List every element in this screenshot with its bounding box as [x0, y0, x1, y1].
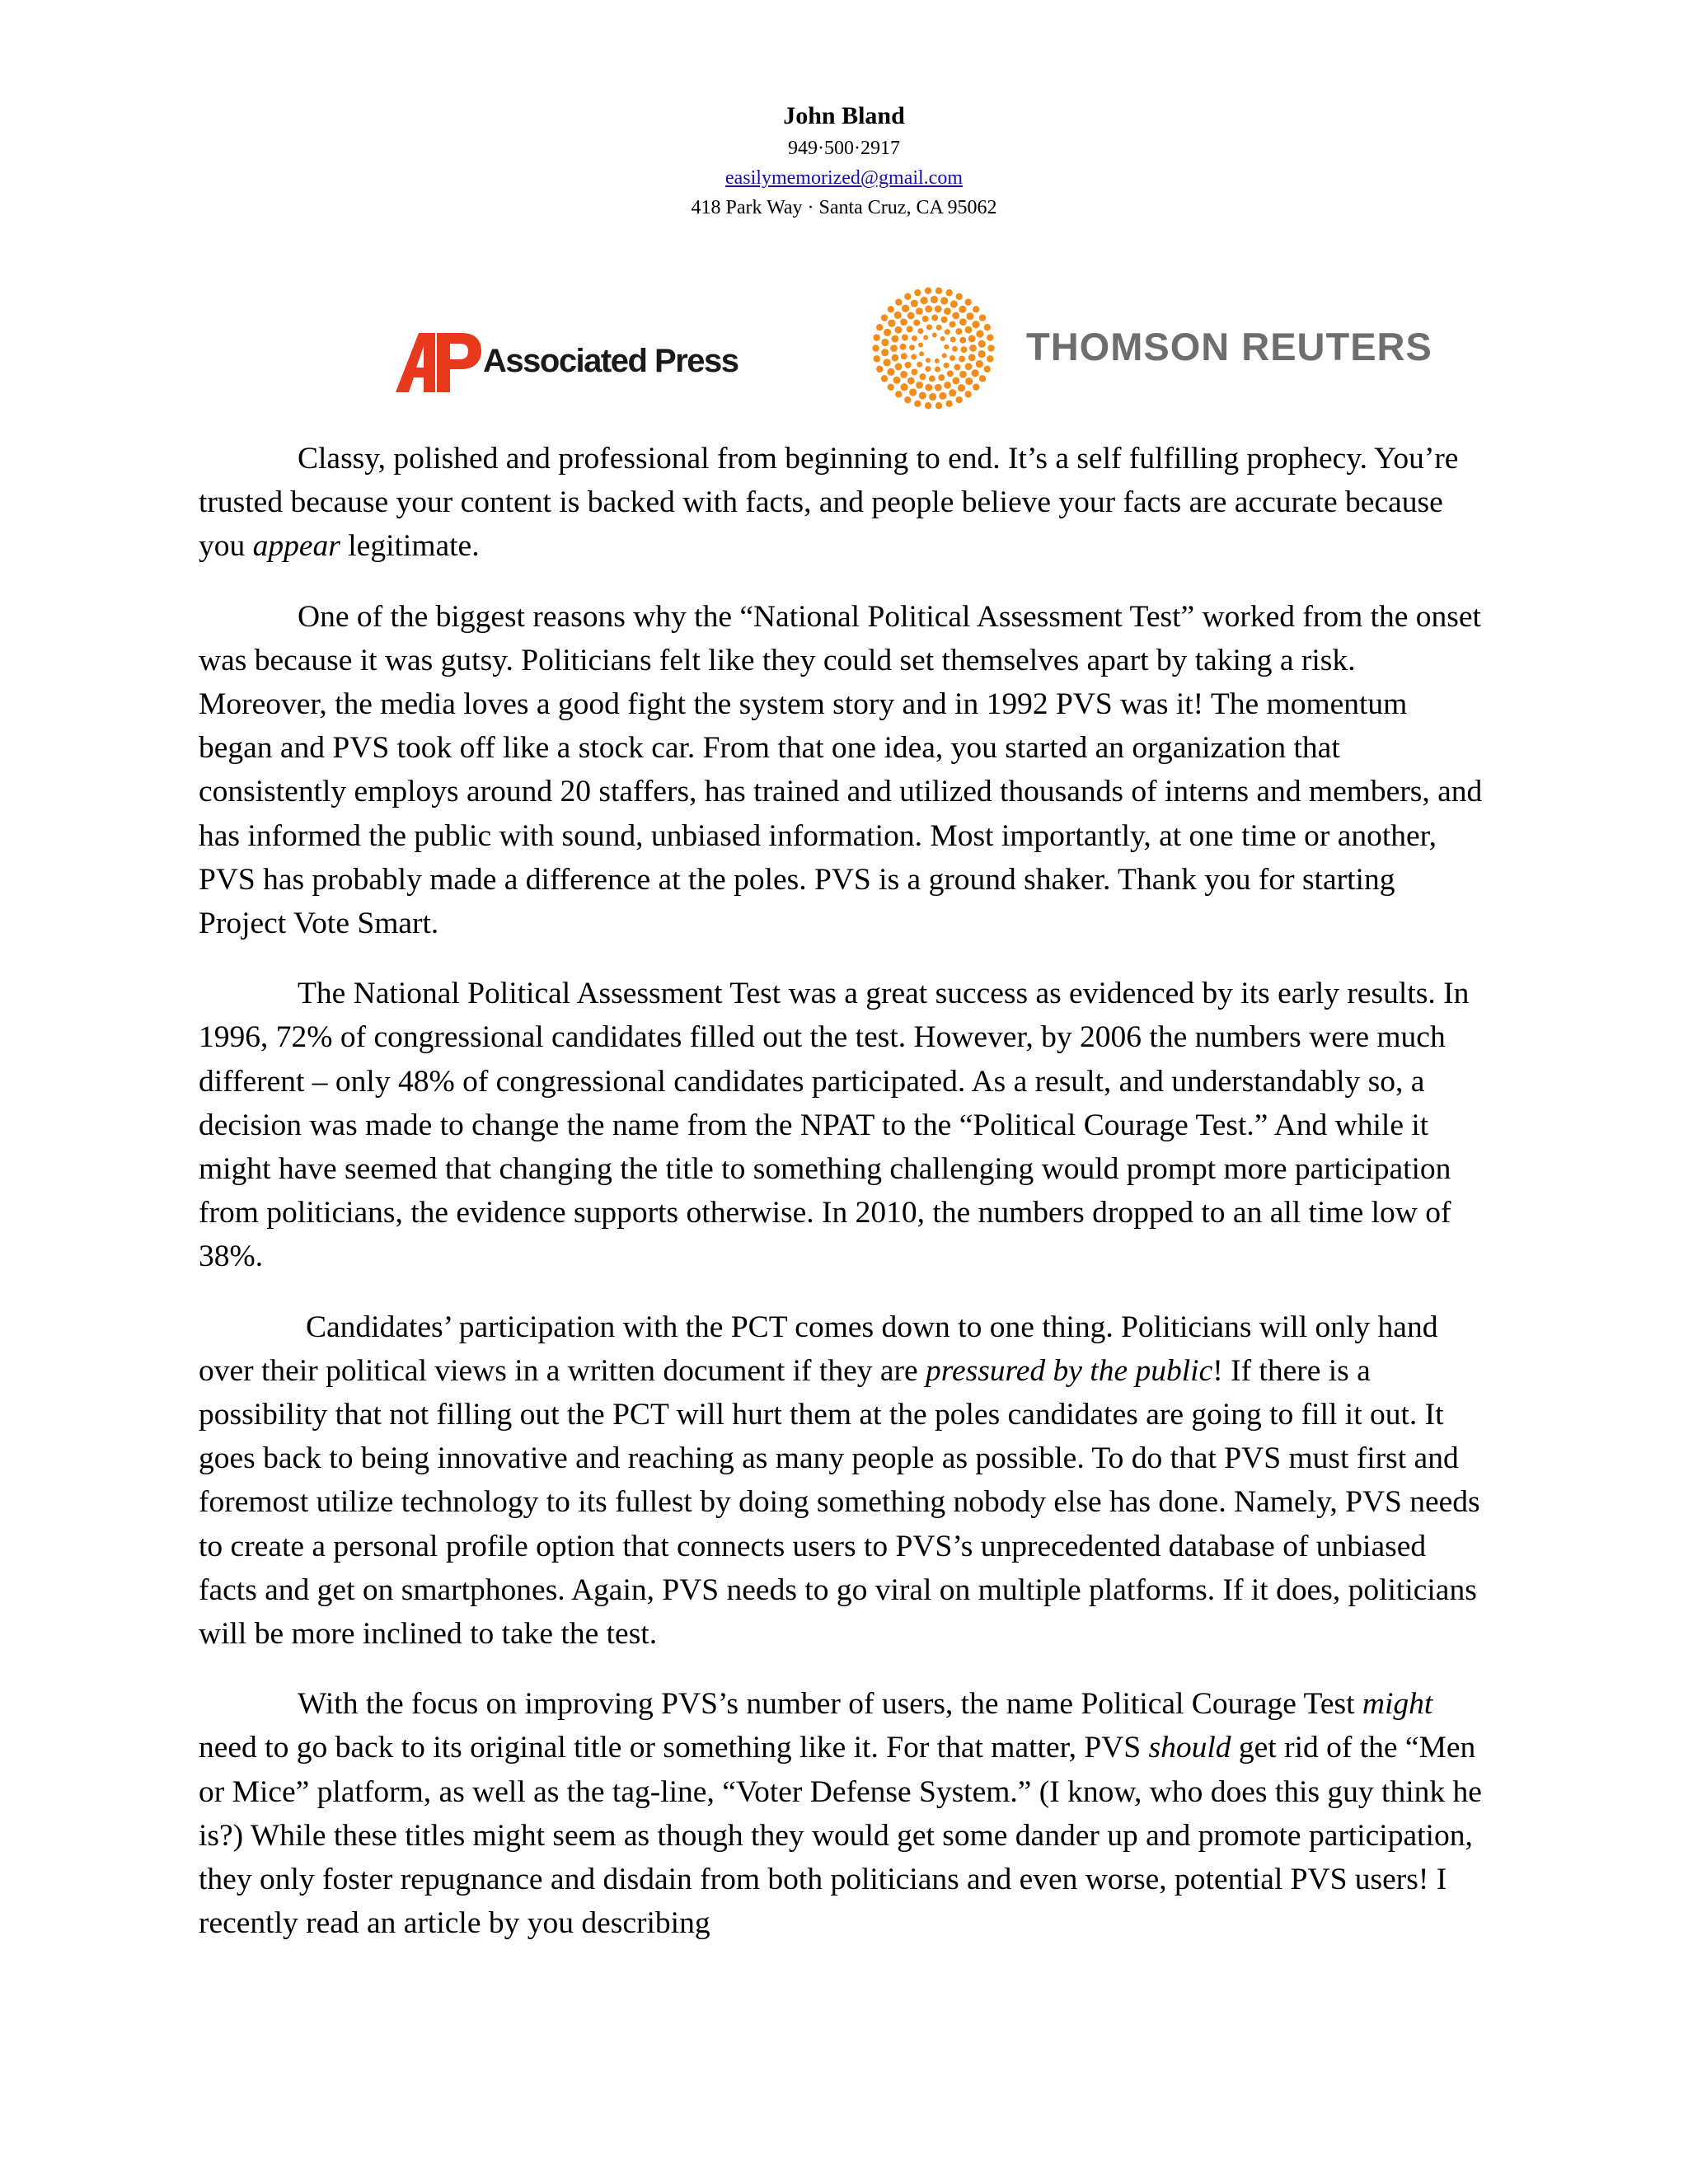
logo-dot	[931, 315, 938, 321]
tr-logo-text: THOMSON REUTERS	[1026, 325, 1432, 368]
logo-dot	[944, 363, 950, 368]
logo-dot	[913, 320, 920, 326]
logo-dot	[918, 343, 923, 348]
logo-dot	[925, 366, 931, 372]
ap-logo-text: Associated Press	[483, 343, 738, 379]
logo-dot	[916, 307, 923, 315]
logo-dot	[945, 329, 950, 335]
logo-dot	[902, 334, 908, 340]
logo-dot	[964, 298, 971, 305]
logo-dot	[969, 344, 977, 352]
logo-dot	[935, 384, 942, 391]
logo-dot	[914, 289, 921, 296]
logo-dot	[888, 320, 895, 327]
logo-dot	[895, 391, 902, 397]
logo-dot	[884, 359, 891, 366]
logo-dot	[890, 344, 898, 352]
logo-dot	[950, 355, 955, 361]
address: 418 Park Way · Santa Cruz, CA 95062	[691, 197, 997, 218]
logo-dot	[884, 329, 891, 336]
emphasis-text: should	[1148, 1731, 1231, 1765]
logo-dot	[907, 312, 915, 320]
logo-dot	[881, 349, 889, 356]
logo-dot	[935, 402, 942, 409]
logo-dot	[888, 383, 894, 390]
logo-dot	[925, 288, 931, 294]
logo-dot	[888, 306, 894, 312]
ap-logo-mark-icon	[394, 330, 485, 396]
logo-dot	[926, 358, 931, 363]
logo-dot	[972, 321, 979, 328]
letter-body	[199, 437, 1484, 1972]
logo-dot	[965, 326, 973, 334]
logo-dot	[893, 377, 900, 384]
body-paragraph	[199, 1305, 1484, 1657]
logo-dot	[917, 362, 922, 368]
logo-dot	[944, 344, 949, 349]
logo-dot	[965, 377, 973, 385]
logo-dot	[912, 335, 917, 341]
logo-dot	[904, 293, 911, 300]
logo-dot	[911, 354, 917, 360]
logo-dot	[954, 364, 960, 371]
logo-dot	[984, 324, 991, 330]
logo-dot	[919, 351, 924, 356]
logo-dot	[976, 330, 983, 338]
logo-dot	[876, 324, 883, 330]
associated-press-logo	[394, 330, 740, 396]
logo-dot	[907, 326, 913, 332]
logo-dot	[987, 334, 993, 340]
logo-dot	[925, 402, 931, 409]
logo-dot	[956, 396, 963, 403]
logo-dot	[959, 371, 967, 378]
logo-dot	[978, 350, 985, 358]
logo-dot	[881, 339, 889, 346]
logo-dot	[876, 366, 883, 373]
logo-dot	[917, 328, 923, 334]
logo-dot	[904, 396, 911, 403]
logo-dot	[935, 305, 942, 312]
logo-dot	[956, 293, 963, 300]
logo-dot	[891, 335, 898, 343]
body-paragraph	[199, 972, 1484, 1278]
logo-dot	[926, 324, 932, 330]
logo-dot	[960, 346, 967, 353]
logo-dot	[941, 316, 948, 323]
logo-dot	[932, 333, 937, 338]
paragraph-text: Candidates’ participation with the PCT comes down to one thing. Politicians will only hand over their political views in a written document if they are	[199, 1310, 1438, 1388]
logo-dot	[973, 306, 979, 312]
logo-dot	[931, 296, 938, 303]
paragraph-text: Classy, polished and professional from beginning to end. It’s a self fulfilling prophecy. You’re trusted because your content is backed with facts, and people believe your facts are accurate because you	[199, 442, 1459, 564]
logo-dot	[939, 392, 946, 400]
body-paragraph	[199, 595, 1484, 946]
body-paragraph	[199, 1682, 1484, 1945]
logo-dot	[894, 312, 902, 319]
letterhead	[0, 99, 1688, 223]
logo-dot	[935, 367, 940, 373]
logo-dot	[914, 401, 921, 407]
logo-dot	[959, 337, 966, 344]
paragraph-text: The National Political Assessment Test was a great success as evidenced by its early results. In 1996, 72% of congressional candidates filled out the test. However, by 2006 the numbers were much different – only 48% of congressional candidates participated. As a result, and understandably so, a decision was made to change the name from the NPAT to the “Political Courage Test.” And while it might have seemed that changing the title to something challenging would prompt more participation from politicians, the evidence supports otherwise. In 2010, the numbers dropped to an all time low of 38%.	[199, 977, 1470, 1274]
logo-dot	[936, 325, 942, 330]
logo-dot	[911, 368, 917, 375]
logo-dot	[959, 306, 966, 313]
paragraph-text: One of the biggest reasons why the “National Political Assessment Test” worked from the onset was because it was gutsy. Politicians felt like they could set themselves apart by taking a risk. Moreover, the media loves a good fight the system story and in 1992 PVS was it! The momentum began and PVS took off like a stock car. From that one idea, you started an organization that consistently employs around 20 staffers, has trained and utilized thousands of interns and members, and has informed the public with sound, unbiased information. Most importantly, at one time or another, PVS has probably made a difference at the poles. PVS is a ground shaker. Thank you for starting Project Vote Smart.	[199, 599, 1483, 941]
paragraph-text: legitimate.	[340, 529, 480, 564]
logo-dot	[909, 388, 917, 396]
logo-dot	[945, 289, 952, 296]
paragraph-text: need to go back to its original title or something like it. For that matter, PVS	[199, 1731, 1149, 1765]
logo-dot	[900, 371, 907, 378]
logo-dot	[950, 321, 956, 328]
thomson-reuters-dot-icon	[870, 284, 997, 412]
logo-dot	[887, 368, 894, 376]
logo-dot	[895, 326, 903, 334]
logo-dot	[902, 305, 909, 312]
emphasis-text: pressured by the public	[926, 1353, 1213, 1388]
logo-dot	[979, 314, 986, 321]
paragraph-text: ! If there is a possibility that not filling out the PCT will hurt them at the poles candidates are going to fill it out. It goes back to being innovative and reaching as many people as possible. To do that PVS must first and foremost utilize technology to its fullest by doing something nobody else has done. Namely, PVS needs to create a personal profile option that connects users to PVS’s unprecedented database of unbiased facts and get on smartphones. Again, PVS needs to go viral on multiple platforms. If it does, politicians will be more inclined to take the test.	[199, 1353, 1480, 1652]
logo-dot	[949, 389, 956, 396]
logo-dot	[901, 353, 907, 359]
logo-dot	[940, 297, 948, 304]
logo-dot	[923, 335, 928, 340]
logo-dot	[873, 355, 879, 362]
email-link[interactable]: easilymemorized@gmail.com	[724, 167, 963, 189]
logo-dot	[968, 354, 976, 362]
logo-dot	[919, 373, 926, 380]
emphasis-text: might	[1362, 1687, 1433, 1722]
logo-dot	[940, 336, 945, 341]
logo-dot	[950, 300, 958, 307]
logo-dot	[909, 344, 915, 350]
logo-dot	[900, 318, 907, 326]
logo-dot	[952, 312, 959, 320]
logo-dot	[911, 300, 918, 307]
logo-dot	[929, 375, 935, 382]
logo-dot	[935, 288, 942, 294]
logo-dot	[929, 393, 936, 401]
logo-dot	[955, 328, 962, 335]
logo-dot	[892, 354, 899, 362]
logo-dot	[952, 346, 958, 352]
logo-dot	[907, 377, 915, 385]
logo-dot	[925, 384, 932, 391]
author-name: John Bland	[783, 102, 905, 129]
logo-dot	[938, 374, 945, 381]
logo-dot	[872, 344, 879, 351]
logo-dot	[947, 370, 954, 377]
logo-dot	[921, 297, 928, 304]
logo-dot	[973, 383, 979, 390]
thomson-reuters-logo	[870, 284, 1430, 412]
logo-dot	[919, 391, 926, 399]
logo-dot	[976, 360, 983, 368]
logo-dot	[979, 375, 986, 382]
logo-dot	[952, 377, 959, 385]
logo-dot	[966, 312, 973, 320]
logo-dot	[950, 336, 956, 342]
phone-number: 949·500·2917	[788, 138, 900, 159]
logo-dot	[925, 305, 932, 312]
paragraph-text: get rid of the “Men or Mice” platform, as well as the tag-line, “Voter Defense System.” (I know, who does this guy think he is?) While these titles might seem as though they would get some dander up and promote participation, they only foster repugnance and disdain from both politicians and even worse, potential PVS users! I recently read an article by you describing	[199, 1731, 1482, 1941]
logo-dot	[935, 359, 940, 363]
logo-dot	[959, 318, 967, 326]
logo-dot	[881, 314, 888, 321]
logo-dot	[945, 401, 952, 407]
logo-dot	[964, 391, 971, 397]
logo-dot	[905, 362, 912, 368]
logo-dot	[965, 363, 973, 370]
logo-dot	[900, 344, 907, 350]
logo-dot	[972, 369, 979, 377]
logo-dot	[895, 298, 902, 305]
logo-dot	[944, 382, 951, 389]
paragraph-text: With the focus on improving PVS’s number of users, the name Political Courage Test	[298, 1687, 1362, 1722]
logo-dot	[901, 383, 908, 391]
logo-dot	[984, 366, 991, 373]
logo-dot	[987, 355, 993, 362]
logo-dot	[916, 382, 923, 389]
logo-dot	[944, 307, 951, 315]
logo-dot	[978, 340, 986, 348]
logo-dot	[968, 335, 976, 343]
logo-dot	[987, 344, 994, 351]
logo-dot	[942, 354, 947, 359]
logo-dot	[922, 316, 929, 322]
emphasis-text: appear	[252, 529, 340, 564]
logo-dot	[873, 334, 879, 340]
logo-dot	[895, 363, 903, 370]
logo-dot	[958, 384, 965, 391]
body-paragraph	[199, 437, 1484, 569]
logo-dot	[959, 356, 965, 363]
logo-dot	[881, 375, 888, 382]
